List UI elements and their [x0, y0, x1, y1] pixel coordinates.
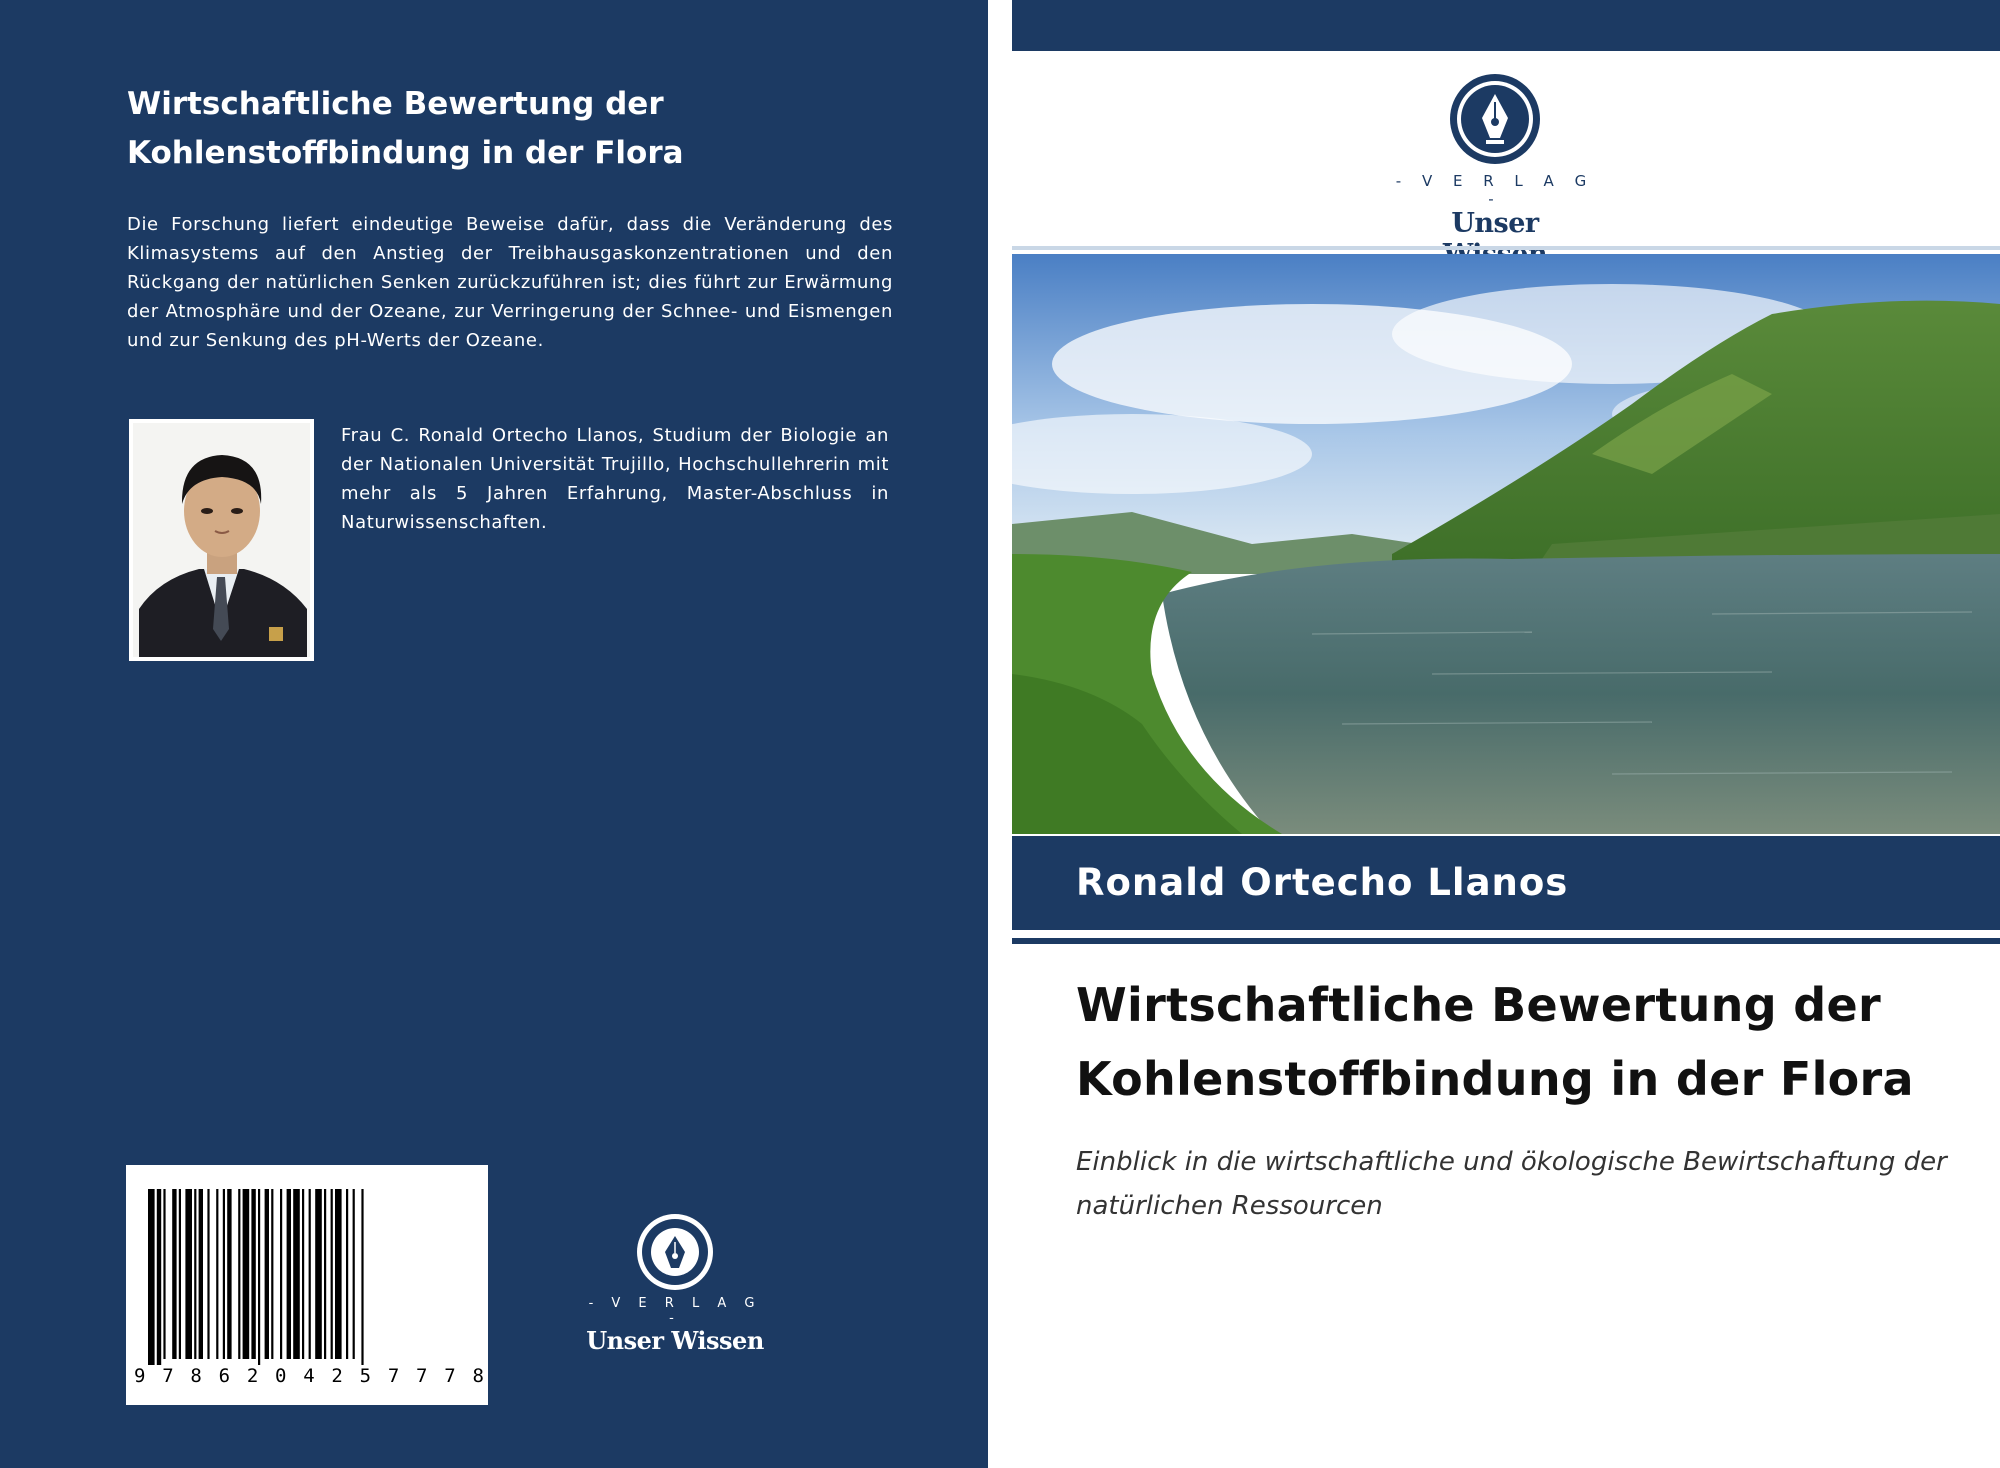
- author-band-rule: [1012, 938, 2000, 944]
- publisher-name-back: Unser Wissen: [586, 1326, 764, 1355]
- barcode-bar: [194, 1189, 196, 1359]
- barcode-digit: 7: [387, 1365, 400, 1387]
- front-cover-subtitle: Einblick in die wirtschaftliche und ökologische Bewirtschaftung der natürlichen Ressourcen: [1076, 1147, 1947, 1221]
- barcode-bar: [331, 1189, 333, 1359]
- barcode-bar: [271, 1189, 273, 1359]
- barcode-bar: [216, 1189, 218, 1359]
- back-cover: [0, 0, 988, 1468]
- barcode-digit: 8: [190, 1365, 202, 1387]
- publisher-logo-back: [585, 1212, 765, 1355]
- barcode-digit: 7: [416, 1365, 428, 1387]
- barcode-bar: [172, 1189, 176, 1359]
- front-author-name: Ronald Ortecho Llanos: [1076, 861, 1569, 904]
- barcode-digit: 9: [134, 1365, 146, 1387]
- barcode-bar: [324, 1189, 326, 1359]
- author-bio: Frau C. Ronald Ortecho Llanos, Studium der Biologie an der Nationalen Universität Trujillo, Hochschullehrerin mit mehr als 5 Jahren Erfahrung, Master-Abschluss in Naturwissenschaften.: [341, 425, 889, 533]
- barcode-bar: [179, 1189, 181, 1359]
- back-cover-blurb: Die Forschung liefert eindeutige Beweise dafür, dass die Veränderung des Klimasystems auf den Anstieg der Treibhausgaskonzentrationen und den Rückgang der natürlichen Senken zurückzuführen ist; dies führt zur Erwärmung der Atmosphäre und der Ozeane, zur Verringerung der Schnee- und Eismengen und zur Senkung des pH-Werts der Ozeane.: [127, 214, 893, 351]
- barcode-digits: [134, 1365, 484, 1387]
- front-cover-title: Wirtschaftliche Bewertung der Kohlenstoffbindung in der Flora: [1076, 978, 1914, 1106]
- barcode-bar: [280, 1189, 282, 1359]
- barcode-bar: [148, 1189, 155, 1365]
- barcode-bar: [207, 1189, 209, 1359]
- publisher-logo-front: [1395, 72, 1595, 270]
- barcode-digit: 7: [162, 1365, 174, 1387]
- back-cover-title: Wirtschaftliche Bewertung der Kohlenstoffbindung in der Flora: [127, 86, 684, 171]
- barcode-bar: [293, 1189, 300, 1359]
- verlag-label-back: - V E R L A G -: [588, 1296, 762, 1326]
- barcode-bar: [251, 1189, 255, 1359]
- barcode-bar: [243, 1189, 250, 1359]
- barcode-bar: [238, 1189, 240, 1359]
- barcode-bar: [353, 1189, 355, 1359]
- barcode-bar: [315, 1189, 322, 1359]
- pen-nib-icon: [635, 1212, 715, 1292]
- barcode-digit: 5: [359, 1365, 372, 1387]
- pen-nib-icon: [1448, 72, 1542, 166]
- barcode-bar: [302, 1189, 304, 1359]
- barcode-bar: [265, 1189, 269, 1359]
- barcode-bar: [258, 1189, 260, 1365]
- barcode-bar: [335, 1189, 342, 1359]
- barcode-bar: [223, 1189, 225, 1359]
- barcode-digit: 4: [303, 1365, 315, 1387]
- author-photo: [129, 419, 314, 661]
- photo-top-rule: [1012, 246, 2000, 250]
- barcode-bar: [287, 1189, 291, 1359]
- barcode-bar: [309, 1189, 311, 1359]
- verlag-label-front: - V E R L A G -: [1395, 172, 1595, 208]
- barcode-bar: [227, 1189, 231, 1359]
- barcode-bar: [361, 1189, 363, 1365]
- barcode-digit: 7: [444, 1365, 456, 1387]
- barcode-bar: [163, 1189, 165, 1359]
- front-top-bar: [1012, 0, 2000, 51]
- barcode-digit: 8: [472, 1365, 484, 1387]
- cover-landscape-photo: [1012, 254, 2000, 834]
- publisher-name-front: Unser: [1451, 208, 1539, 239]
- barcode-bar: [346, 1189, 348, 1359]
- barcode-bar: [199, 1189, 203, 1359]
- spine-gap: [988, 0, 1012, 1468]
- barcode-digit: 2: [246, 1365, 259, 1387]
- barcode-digit: 0: [275, 1365, 287, 1387]
- barcode-digit: 2: [331, 1365, 343, 1387]
- author-band: [1012, 836, 2000, 930]
- barcode-bar: [185, 1189, 192, 1359]
- isbn-barcode: [126, 1165, 488, 1405]
- barcode-bar: [157, 1189, 161, 1365]
- barcode-digit: 6: [218, 1365, 231, 1387]
